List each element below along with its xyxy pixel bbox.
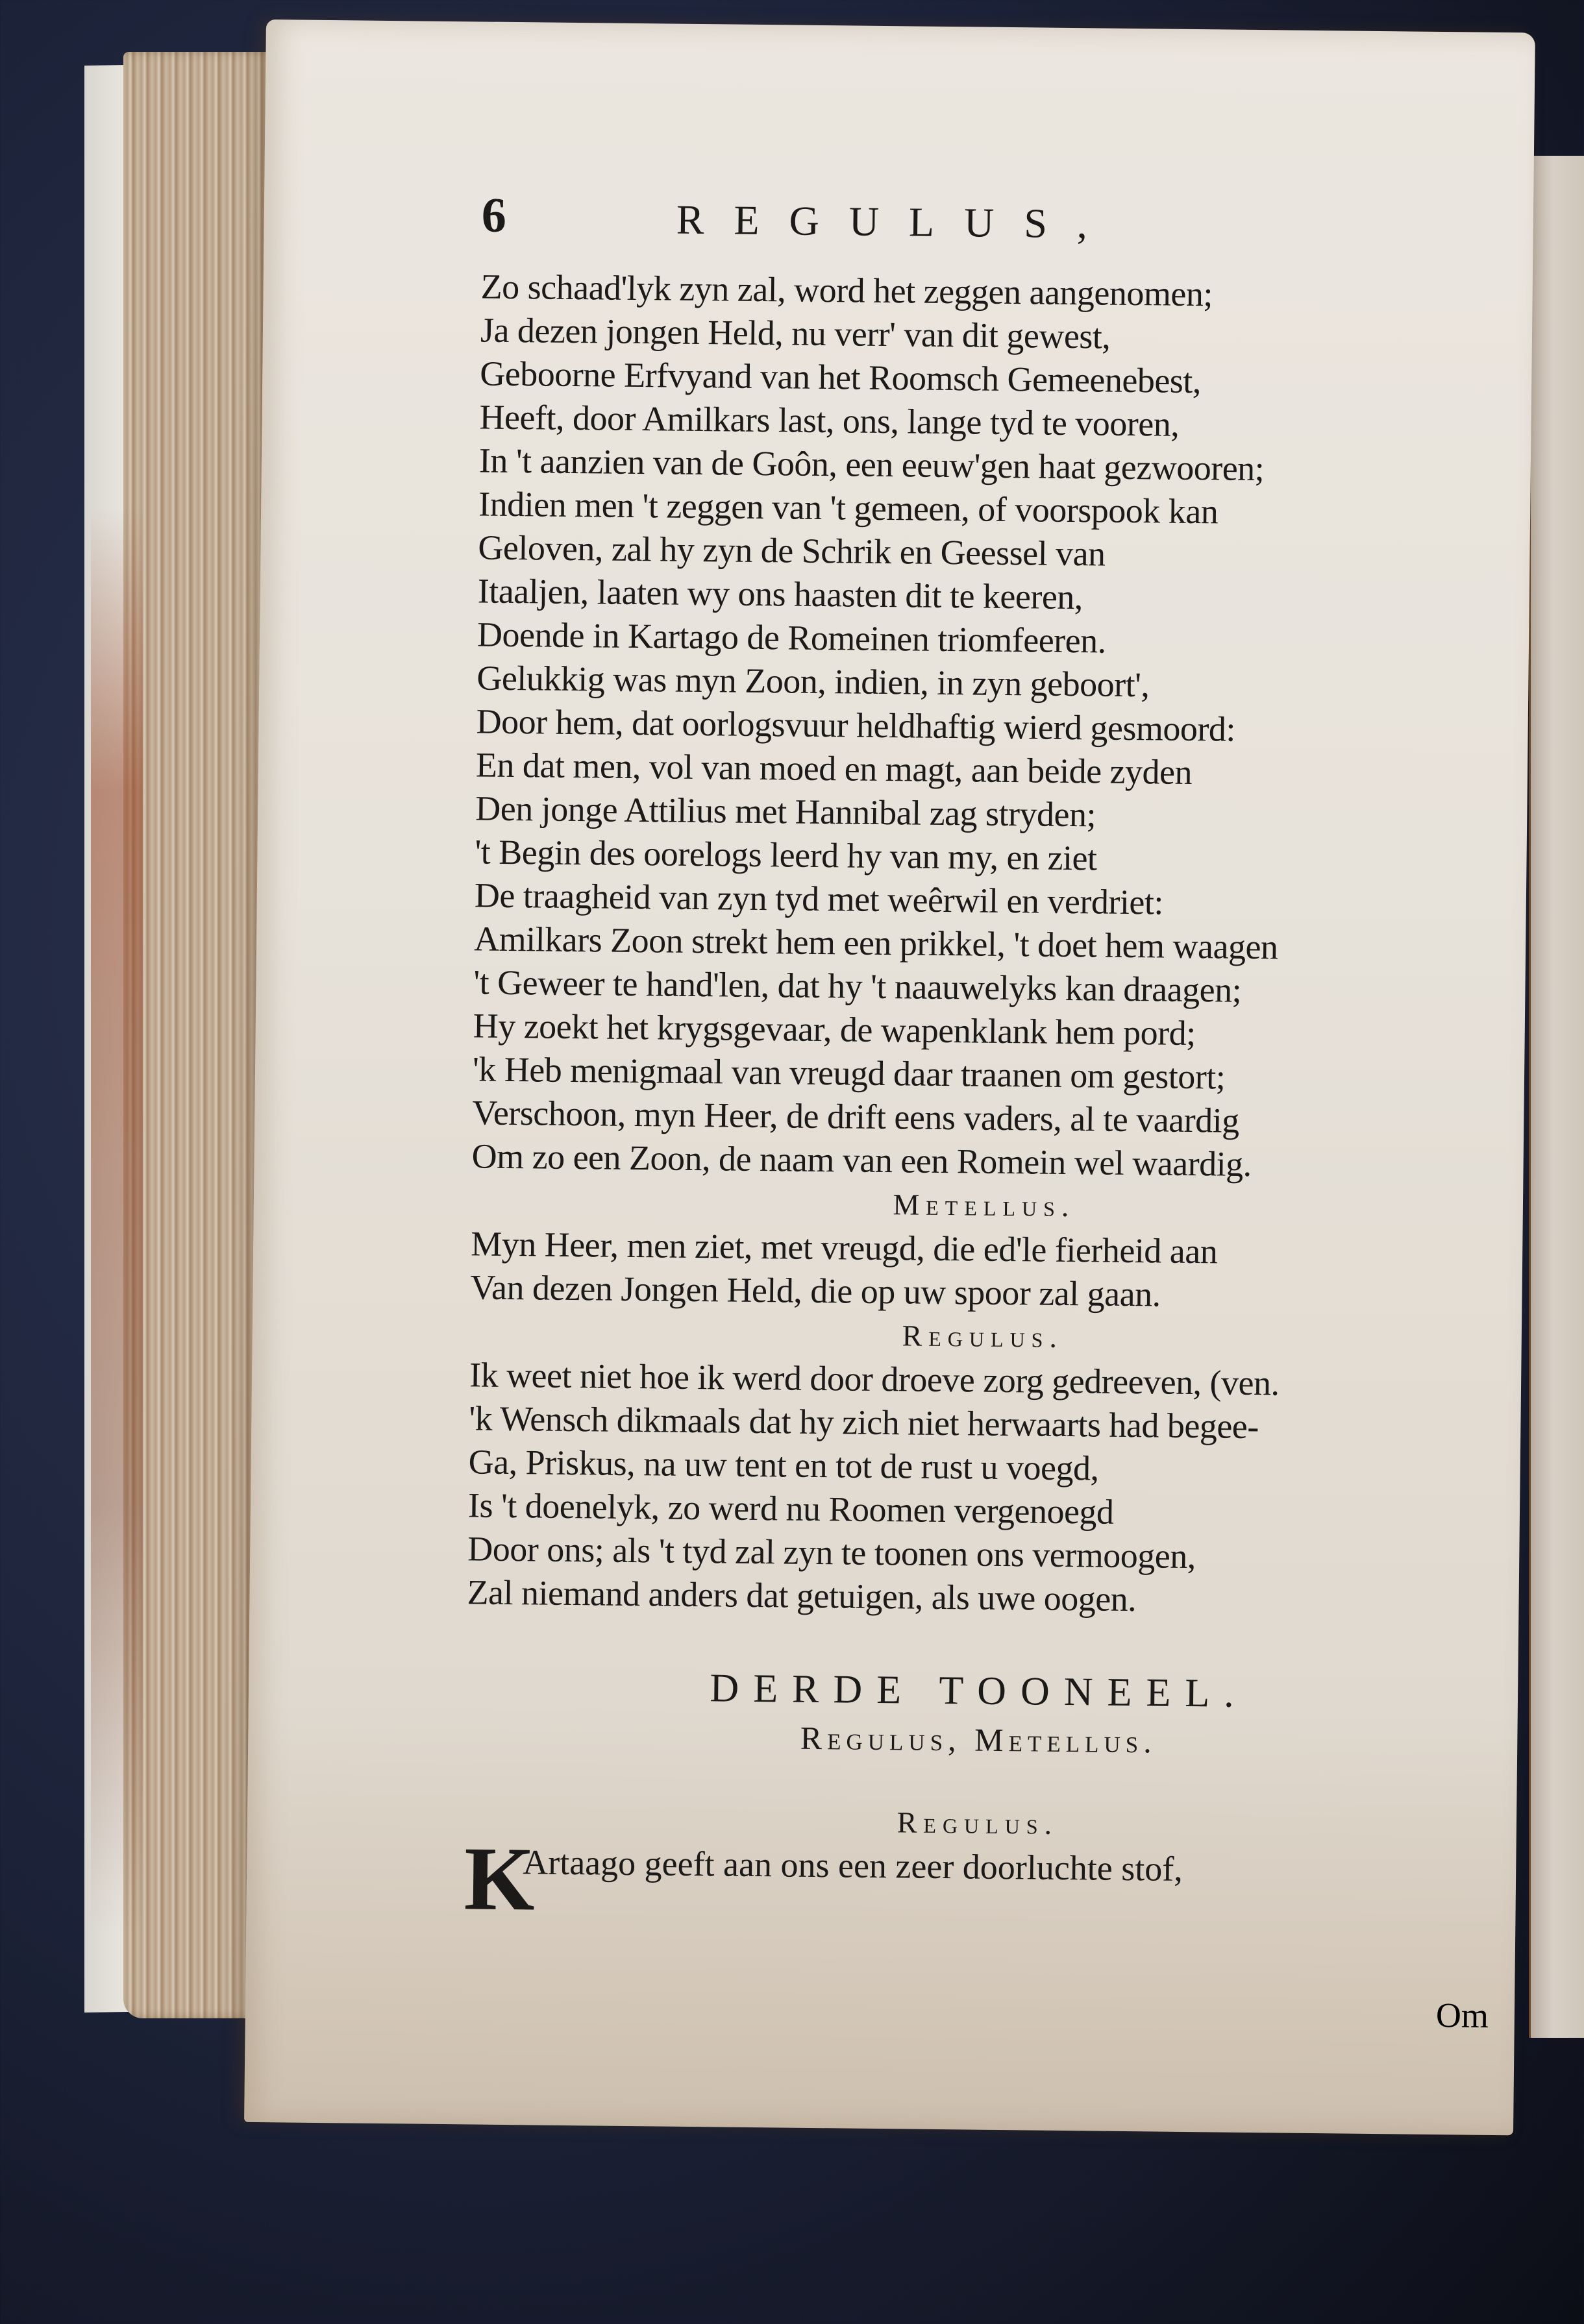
verse-line: 'k Wensch dikmaals dat hy zich niet herwaarts had begee-: [469, 1399, 1259, 1447]
verse-line: Geloven, zal hy zyn de Schrik en Geessel van: [478, 528, 1106, 574]
verse-line: Hy zoekt het krygsgevaar, de wapenklank hem pord;: [473, 1006, 1196, 1053]
drop-cap: K: [464, 1828, 536, 1930]
running-head: [481, 187, 1507, 276]
page-content: [464, 187, 1507, 1930]
verse-line: Door hem, dat oorlogsvuur heldhaftig wierd gesmoord:: [476, 702, 1236, 749]
page-number: 6: [481, 188, 507, 243]
verse-line: Zo schaad'lyk zyn zal, word het zeggen aangenomen;: [480, 267, 1213, 314]
speaker-name: Regulus.: [902, 1319, 1064, 1354]
speaker-name: Regulus.: [897, 1805, 1059, 1841]
verse-line: Den jonge Attilius met Hannibal zag stryden;: [475, 789, 1096, 835]
verse-line: Ik weet niet hoe ik werd door droeve zorg gedreeven, (ven.: [469, 1355, 1280, 1403]
verse-line: Is 't doenelyk, zo werd nu Roomen vergenoegd: [467, 1486, 1114, 1532]
catchword: Om: [1435, 1996, 1489, 2035]
verse-block-2: [470, 1222, 1496, 1320]
scene-heading: DERDE TOONEEL.: [710, 1666, 1249, 1716]
opening-line-text: Artaago geeft aan ons een zeer doorluchte stof,: [522, 1842, 1183, 1889]
verse-block-1: [471, 265, 1507, 1188]
verse-line: Myn Heer, men ziet, met vreugd, die ed'le fierheid aan: [470, 1224, 1218, 1271]
verse-line: Om zo een Zoon, de naam van een Romein wel waardig.: [471, 1136, 1252, 1184]
page-edge-stain: [91, 506, 143, 1934]
verse-line: 'k Heb menigmaal van vreugd daar traanen om gestort;: [472, 1049, 1226, 1097]
book-page: [244, 19, 1535, 2135]
verse-line: Geboorne Erfvyand van het Roomsch Gemeenebest,: [479, 354, 1202, 401]
verse-line: Ga, Priskus, na uw tent en tot de rust u voegd,: [468, 1442, 1099, 1488]
verse-line: Indien men 't zeggen van 't gemeen, of voorspook kan: [478, 484, 1219, 532]
verse-line: Gelukkig was myn Zoon, indien, in zyn geboort',: [476, 658, 1150, 705]
verse-line: Ja dezen jongen Held, nu verr' van dit gewest,: [480, 310, 1111, 356]
verse-line: 't Geweer te hand'len, dat hy 't naauwelyks kan draagen;: [473, 962, 1242, 1010]
verse-line: Door ons; als 't tyd zal zyn te toonen ons vermoogen,: [467, 1529, 1196, 1576]
verse-line: 't Begin des oorelogs leerd hy van my, en ziet: [475, 832, 1097, 878]
scene-cast: Regulus, Metellus.: [800, 1719, 1157, 1760]
speaker-name: Metellus.: [893, 1188, 1076, 1223]
verse-line: De traagheid van zyn tyd met weêrwil en verdriet:: [474, 875, 1164, 922]
verse-line: Itaaljen, laaten wy ons haasten dit te keeren,: [477, 571, 1083, 617]
facing-page-edge: [1529, 156, 1584, 2038]
verse-line: In 't aanzien van de Goôn, een eeuw'gen haat gezwooren;: [478, 441, 1265, 489]
verse-line: Doende in Kartago de Romeinen triomfeeren.: [476, 615, 1106, 661]
verse-line: En dat men, vol van moed en magt, aan beide zyden: [475, 745, 1193, 792]
verse-line: Verschoon, myn Heer, de drift eens vaders, al te vaardig: [472, 1093, 1240, 1140]
verse-line: Amilkars Zoon strekt hem een prikkel, 't doet hem waagen: [473, 919, 1278, 967]
running-title: REGULUS,: [676, 196, 1118, 247]
verse-line: Van dezen Jongen Held, die op uw spoor zal gaan.: [470, 1267, 1161, 1314]
verse-block-3: [467, 1353, 1495, 1625]
verse-line: Zal niemand anders dat getuigen, als uwe oogen.: [467, 1572, 1137, 1619]
verse-line: Heeft, door Amilkars last, ons, lange tyd te vooren,: [479, 397, 1180, 444]
